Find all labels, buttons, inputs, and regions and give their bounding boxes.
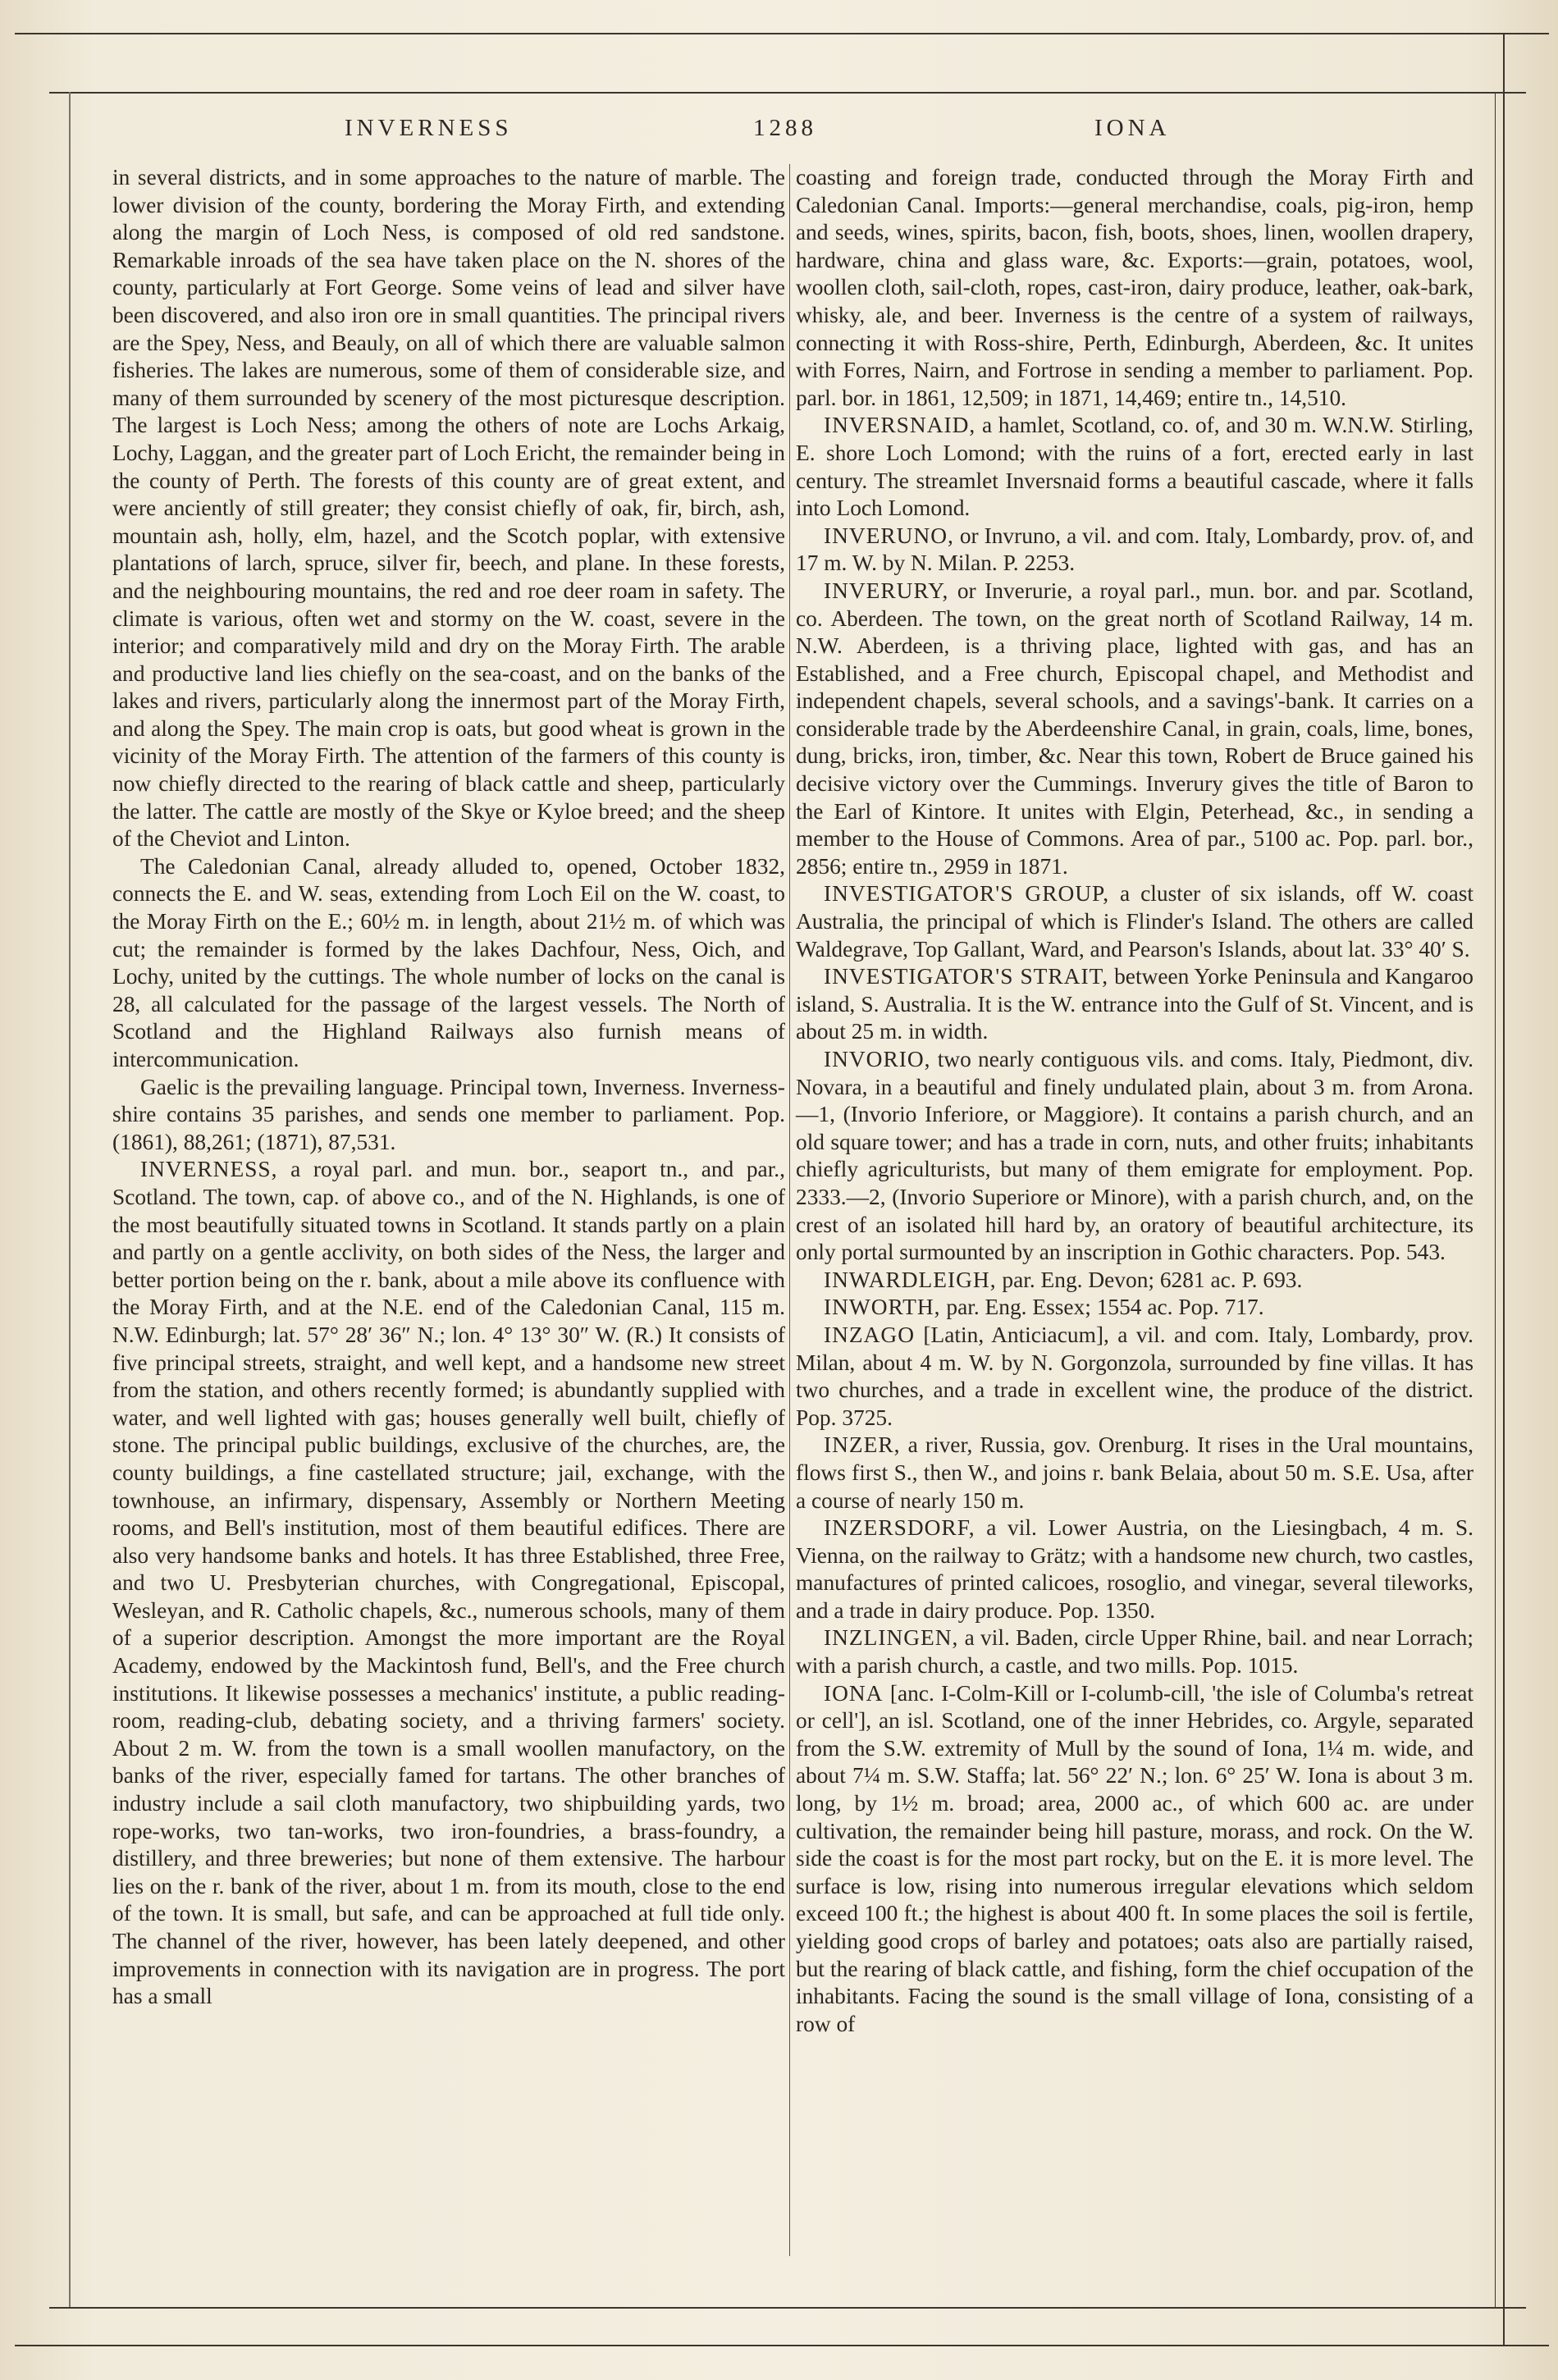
gazetteer-entry [796, 963, 1473, 1046]
right-frame-rule [1503, 33, 1505, 2346]
left-text-column [112, 164, 785, 2011]
entry-body: a hamlet, Scotland, co. of, and 30 m. W.N.W. Stirling, E. shore Loch Lomond; with the ruins of a fort, erected early in last century. The streamlet Inversnaid forms a beautiful cascade, where it falls into Loch Lomond. [796, 413, 1473, 521]
entry-headword: INVERUNO, [824, 523, 954, 548]
gazetteer-entry [112, 1156, 785, 2010]
gazetteer-entry [796, 1267, 1473, 1295]
gazetteer-entry [796, 1046, 1473, 1267]
entry-headword: INVESTIGATOR'S GROUP, [824, 881, 1110, 907]
entry-headword: INVERSNAID, [824, 413, 976, 438]
bottom-frame-rule-outer [15, 2345, 1549, 2346]
entry-headword: INWARDLEIGH, [824, 1267, 997, 1292]
header-right-word: IONA [1094, 115, 1171, 141]
entry-body: par. Eng. Essex; 1554 ac. Pop. 717. [940, 1295, 1264, 1320]
continued-paragraph: coasting and foreign trade, conducted through the Moray Firth and Caledonian Canal. Imports:—general merchandise, coals, pig-iron, hemp and seeds, wines, spirits, bacon, fish, boots, shoes, linen, woollen drapery, hardware, china and glass ware, &c. Exports:—grain, potatoes, wool, woollen cloth, sail-cloth, ropes, cast-iron, dairy produce, leather, oak-bark, whisky, ale, and beer. Inverness is the centre of a system of railways, connecting it with Ross-shire, Perth, Edinburgh, Aberdeen, &c. It unites with Forres, Nairn, and Fortrose in sending a member to parliament. Pop. parl. bor. in 1861, 12,509; in 1871, 14,469; entire tn., 14,510. [796, 165, 1473, 410]
entry-headword: INZER, [824, 1432, 901, 1458]
entry-body: a vil. Lower Austria, on the Liesingbach, 4 m. S. Vienna, on the railway to Grätz; with a handsome new church, two castles, manufactures of printed calicoes, rosoglio, and vinegar, several tileworks, and a trade in dairy produce. Pop. 1350. [796, 1515, 1473, 1623]
entry-headword: INVERURY, [824, 578, 949, 603]
running-header [123, 108, 1469, 158]
entry-headword: INZLINGEN, [824, 1625, 959, 1651]
entry-body: or Invruno, a vil. and com. Italy, Lombardy, prov. of, and 17 m. W. by N. Milan. P. 2253. [796, 523, 1473, 576]
gazetteer-entry [796, 578, 1473, 881]
paragraph: The Caledonian Canal, already alluded to, opened, October 1832, connects the E. and W. seas, extending from Loch Eil on the W. coast, to the Moray Firth on the E.; 60½ m. in length, about 21½ m. of which was cut; the remainder is formed by the lakes Dachfour, Ness, Oich, and Lochy, united by the cuttings. The whole number of locks on the canal is 28, all calculated for the passage of the largest vessels. The North of Scotland and the Highland Railways also furnish means of intercommunication. [112, 853, 785, 1071]
entry-body: a cluster of six islands, off W. coast Australia, the principal of which is Flinder's Island. The others are called Waldegrave, Top Gallant, Ward, and Pearson's Islands, about lat. 33° 40′ S. [796, 881, 1474, 962]
header-left-word: INVERNESS [345, 115, 513, 141]
entry-headword: INVESTIGATOR'S STRAIT, [824, 964, 1109, 989]
left-frame-rule [69, 92, 71, 2307]
gazetteer-entry [796, 1514, 1473, 1624]
page-number: 1288 [753, 115, 817, 141]
entry-headword: INVERNESS, [140, 1157, 278, 1182]
top-frame-rule-inner [49, 92, 1526, 94]
gazetteer-entry [796, 523, 1473, 578]
entry-headword: INZAGO [824, 1322, 915, 1347]
entry-body: between Yorke Peninsula and Kangaroo island, S. Australia. It is the W. entrance into the Gulf of St. Vincent, and is about 25 m. in width. [796, 964, 1473, 1044]
entry-body: two nearly contiguous vils. and coms. Italy, Piedmont, div. Novara, in a beautiful and finely undulated plain, about 3 m. from Arona.—1, (Invorio Inferiore, or Maggiore). It contains a parish church, and an old square tower; and has a trade in corn, nuts, and other fruits; inhabitants chiefly agriculturists, but many of them emigrate for employment. Pop. 2333.—2, (Invorio Superiore or Minore), with a parish church, and, on the crest of an isolated hill hard by, an oratory of beautiful architecture, its only portal surmounted by an inscription in Gothic characters. Pop. 543. [796, 1047, 1473, 1265]
gazetteer-entry [796, 1322, 1473, 1432]
entry-body: a vil. Baden, circle Upper Rhine, bail. and near Lorrach; with a parish church, a castle, and two mills. Pop. 1015. [796, 1625, 1473, 1679]
gazetteer-entry [796, 412, 1473, 522]
gazetteer-entry [796, 880, 1473, 963]
entry-body: a royal parl. and mun. bor., seaport tn., and par., Scotland. The town, cap. of above co., and of the N. Highlands, is one of the most beautifully situated towns in Scotland. It stands partly on a plain and partly on a gentle acclivity, on both sides of the Ness, the larger and better portion being on the r. bank, about a mile above its confluence with the Moray Firth, and at the N.E. end of the Caledonian Canal, 115 m. N.W. Edinburgh; lat. 57° 28′ 36″ N.; lon. 4° 13° 30″ W. (R.) It consists of five principal streets, straight, and well kept, and a handsome new street from the station, and others recently formed; is abundantly supplied with water, and well lighted with gas; houses generally well built, chiefly of stone. The principal public buildings, exclusive of the churches, are, the county buildings, a fine castellated structure; jail, exchange, with the townhouse, an infirmary, dispensary, Assembly or Northern Meeting rooms, and Bell's institution, most of them beautiful edifices. There are also very handsome banks and hotels. It has three Established, three Free, and two U. Presbyterian churches, with Congregational, Episcopal, Wesleyan, and R. Catholic chapels, &c., numerous schools, many of them of a superior description. Amongst the more important are the Royal Academy, endowed by the Mackintosh fund, Bell's, and the Free church institutions. It likewise possesses a mechanics' institute, a public reading-room, reading-club, debating society, and a thriving farmers' society. About 2 m. W. from the town is a small woollen manufactory, on the banks of the river, especially famed for tartans. The other branches of industry include a sail cloth manufactory, two shipbuilding yards, two rope-works, two tan-works, two iron-foundries, a brass-foundry, a distillery, and three breweries; but none of them extensive. The harbour lies on the r. bank of the river, about 1 m. from its mouth, close to the end of the town. It is small, but safe, and can be approached at full tide only. The channel of the river, however, has been lately deepened, and other improvements in connection with its navigation are in progress. The port has a small [112, 1157, 785, 2009]
gazetteer-entry [796, 1294, 1473, 1322]
entry-body: par. Eng. Devon; 6281 ac. P. 693. [996, 1267, 1303, 1292]
entry-body: or Inverurie, a royal parl., mun. bor. and par. Scotland, co. Aberdeen. The town, on the great north of Scotland Railway, 14 m. N.W. Aberdeen, is a thriving place, lighted with gas, and has an Established, and a Free church, Episcopal chapel, and Methodist and independent chapels, several schools, and a savings'-bank. It carries on a considerable trade by the Aberdeenshire Canal, in grain, coals, lime, bones, dung, bricks, iron, timber, &c. Near this town, Robert de Bruce gained his decisive victory over the Cummings. Inverury gives the title of Baron to the Earl of Kintore. It unites with Elgin, Peterhead, &c., in sending a member to the House of Commons. Area of par., 5100 ac. Pop. parl. bor., 2856; entire tn., 2959 in 1871. [796, 578, 1473, 879]
entry-body: [Latin, Anticiacum], a vil. and com. Italy, Lombardy, prov. Milan, about 4 m. W. by N. Gorgonzola, surrounded by fine villas. It has two churches, and a trade in excellent wine, the produce of the district. Pop. 3725. [796, 1322, 1473, 1430]
entry-headword: IONA [824, 1680, 884, 1706]
entry-headword: INVORIO, [824, 1047, 931, 1071]
column-divider [789, 164, 790, 2256]
entry-body: [anc. I-Colm-Kill or I-columb-cill, 'the isle of Columba's retreat or cell'], an isl. Scotland, one of the inner Hebrides, co. Argyle, separated from the S.W. extremity of Mull by the sound of Iona, 1¼ m. wide, and about 7¼ m. S.W. Staffa; lat. 56° 22′ N.; lon. 6° 25′ W. Iona is about 3 m. long, by 1½ m. broad; area, 2000 ac., of which 600 ac. are under cultivation, the remainder being hill pasture, morass, and rock. On the W. side the coast is for the most part rocky, but on the E. it is more level. The surface is low, rising into numerous irregular elevations which seldom exceed 100 ft.; the highest is about 400 ft. In some places the soil is fertile, yielding good crops of barley and potatoes; oats also are partially raised, but the rearing of black cattle, and fishing, form the chief occupation of the inhabitants. Facing the sound is the small village of Iona, consisting of a row of [796, 1680, 1473, 2036]
right-frame-rule-inner [1495, 92, 1496, 2307]
bottom-frame-rule [49, 2307, 1526, 2309]
gazetteer-entry [796, 1432, 1473, 1514]
right-text-column [796, 164, 1473, 2038]
entry-body: a river, Russia, gov. Orenburg. It rises in the Ural mountains, flows first S., then W., and joins r. bank Belaia, about 50 m. S.E. Usa, after a course of nearly 150 m. [796, 1432, 1473, 1513]
continued-paragraph: in several districts, and in some approaches to the nature of marble. The lower division of the county, bordering the Moray Firth, and extending along the margin of Loch Ness, is composed of old red sandstone. Remarkable inroads of the sea have taken place on the N. shores of the county, particularly at Fort George. Some veins of lead and silver have been discovered, and also iron ore in small quantities. The principal rivers are the Spey, Ness, and Beauly, on all of which there are valuable salmon fisheries. The lakes are numerous, some of them of considerable size, and many of them surrounded by scenery of the most picturesque description. The largest is Loch Ness; among the others of note are Lochs Arkaig, Lochy, Laggan, and the greater part of Loch Ericht, the remainder being in the county of Perth. The forests of this county are of great extent, and were anciently of still greater; they consist chiefly of oak, fir, birch, ash, mountain ash, holly, elm, hazel, and the Scotch poplar, with extensive plantations of larch, spruce, silver fir, beech, and plane. In these forests, and the neighbouring mountains, the red and roe deer roam in safety. The climate is various, often wet and stormy on the W. coast, severe in the interior; and comparatively mild and dry on the Moray Firth. The arable and productive land lies chiefly on the sea-coast, and on the banks of the lakes and rivers, particularly along the innermost part of the Moray Firth, and along the Spey. The main crop is oats, but good wheat is grown in the vicinity of the Moray Firth. The attention of the farmers of this county is now chiefly directed to the rearing of black cattle and sheep, particularly the latter. The cattle are mostly of the Skye or Kyloe breed; and the sheep of the Cheviot and Linton. [112, 165, 785, 852]
entry-headword: INZERSDORF, [824, 1515, 975, 1541]
gazetteer-entry [796, 1680, 1473, 2039]
entry-headword: INWORTH, [824, 1295, 941, 1320]
gazetteer-entry [796, 1624, 1473, 1679]
paragraph: Gaelic is the prevailing language. Principal town, Inverness. Inverness-shire contains 35 parishes, and sends one member to parliament. Pop. (1861), 88,261; (1871), 87,531. [112, 1074, 785, 1154]
top-frame-rule [15, 33, 1549, 34]
